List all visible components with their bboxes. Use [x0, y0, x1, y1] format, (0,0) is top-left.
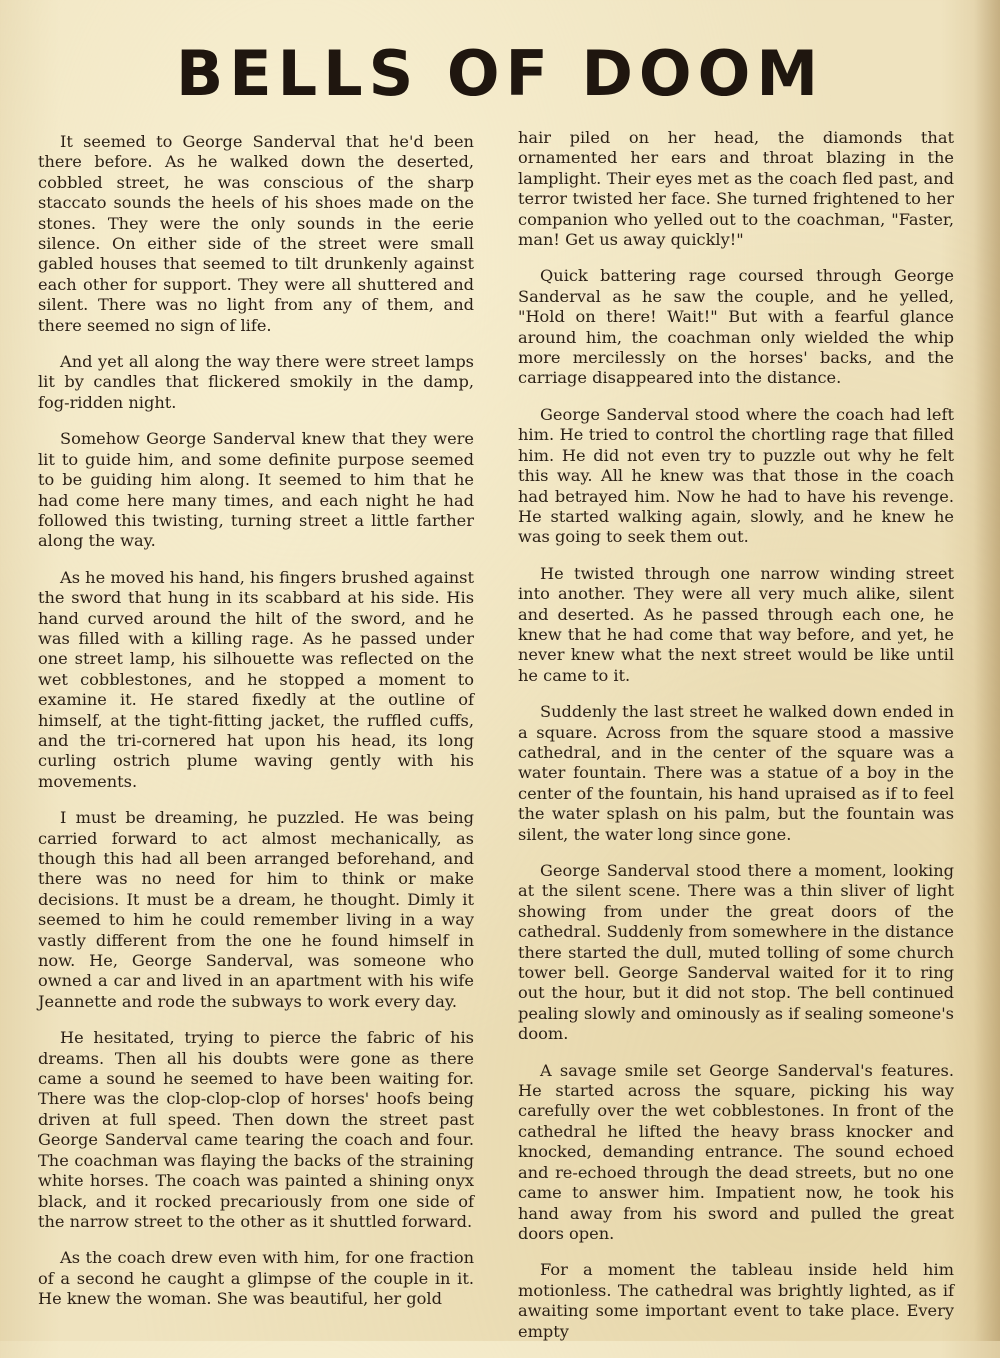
paragraph: It seemed to George Sanderval that he'd been there before. As he walked down the deserted, cobbled street, he was conscious of the sharp staccato sounds the heels of his shoes made on the stones. They were the only sounds in the eerie silence. On either side of the street were small gabled houses that seemed to tilt drunkenly against each other for support. They were all shuttered and silent. There was no light from any of them, and there seemed no sign of life.: [38, 132, 474, 335]
story-title: BELLS OF DOOM: [175, 37, 825, 110]
paragraph: As he moved his hand, his fingers brushed against the sword that hung in its scabbard at his side. His hand curved around the hilt of the sword, and he was filled with a killing rage. As he passed under one street lamp, his silhouette was reflected on the wet cobblestones, and he stopped a moment to examine it. He stared fixedly at the outline of himself, at the tight-fitting jacket, the ruffled cuffs, and the tri-cornered hat upon his head, its long curling ostrich plume waving gently with his movements.: [38, 567, 474, 791]
paragraph: A savage smile set George Sanderval's features. He started across the square, picking his way carefully over the wet cobblestones. In front of the cathedral he lifted the heavy brass knocker and knocked, demanding entrance. The sound echoed and re-echoed through the dead streets, but no one came to answer him. Impatient now, he took his hand away from his sword and pulled the great doors open.: [518, 1060, 954, 1243]
paragraph: For a moment the tableau inside held him motionless. The cathedral was brightly lighted, as if awaiting some important event to take place. Every empty: [518, 1260, 954, 1341]
paragraph: And yet all along the way there were street lamps lit by candles that flickered smokily in the damp, fog-ridden night.: [38, 352, 474, 412]
paragraph: Quick battering rage coursed through George Sanderval as he saw the couple, and he yelled, "Hold on there! Wait!" But with a fearful glance around him, the coachman only wielded the whip more mercilessly on the horses' backs, and the carriage disappeared into the distance.: [518, 266, 954, 388]
paragraph: I must be dreaming, he puzzled. He was being carried forward to act almost mechanically, as though this had all been arranged beforehand, and there was no need for him to think or make decisions. It must be a dream, he thought. Dimly it seemed to him he could remember living in a way vastly different from the one he found himself in now. He, George Sanderval, was someone who owned a car and lived in an apartment with his wife Jeannette and rode the subways to work every day.: [38, 808, 474, 1011]
paragraph: Suddenly the last street he walked down ended in a square. Across from the square stood a massive cathedral, and in the center of the square was a water fountain. There was a statue of a boy in the center of the fountain, his hand upraised as if to feel the water splash on his palm, but the fountain was silent, the water long since gone.: [518, 702, 954, 844]
paragraph: He twisted through one narrow winding street into another. They were all very much alike, silent and deserted. As he passed through each one, he knew that he had come that way before, and yet, he never knew what the next street would be like until he came to it.: [518, 563, 954, 685]
paragraph: Somehow George Sanderval knew that they were lit to guide him, and some definite purpose seemed to be guiding him along. It seemed to him that he had come here many times, and each night he had followed this twisting, turning street a little farther along the way.: [38, 429, 474, 551]
paragraph: hair piled on her head, the diamonds that ornamented her ears and throat blazing in the lamplight. Their eyes met as the coach fled past, and terror twisted her face. She turned frightened to her companion who yelled out to the coachman, "Faster, man! Get us away quickly!": [518, 128, 954, 250]
left-column: [38, 132, 474, 1326]
paragraph: George Sanderval stood there a moment, looking at the silent scene. There was a thin sliver of light showing from under the great doors of the cathedral. Suddenly from somewhere in the distance there started the dull, muted tolling of some church tower bell. George Sanderval waited for it to ring out the hour, but it did not stop. The bell continued pealing slowly and ominously as if sealing someone's doom.: [518, 861, 954, 1044]
right-column: [518, 128, 954, 1358]
paragraph: George Sanderval stood where the coach had left him. He tried to control the chortling rage that filled him. He did not even try to puzzle out why he felt this way. All he knew was that those in the coach had betrayed him. Now he had to have his revenge. He started walking again, slowly, and he knew he was going to seek them out.: [518, 404, 954, 547]
paragraph: As the coach drew even with him, for one fraction of a second he caught a glimpse of the couple in it. He knew the woman. She was beautiful, her gold: [38, 1248, 474, 1309]
paragraph: He hesitated, trying to pierce the fabric of his dreams. Then all his doubts were gone as there came a sound he seemed to have been waiting for. There was the clop-clop-clop of horses' hoofs being driven at full speed. Then down the street past George Sanderval came tearing the coach and four. The coachman was flaying the backs of the straining white horses. The coach was painted a shining onyx black, and it rocked precariously from one side of the narrow street to the other as it shuttled forward.: [38, 1028, 474, 1231]
page-edge-shadow: [974, 0, 1000, 1341]
